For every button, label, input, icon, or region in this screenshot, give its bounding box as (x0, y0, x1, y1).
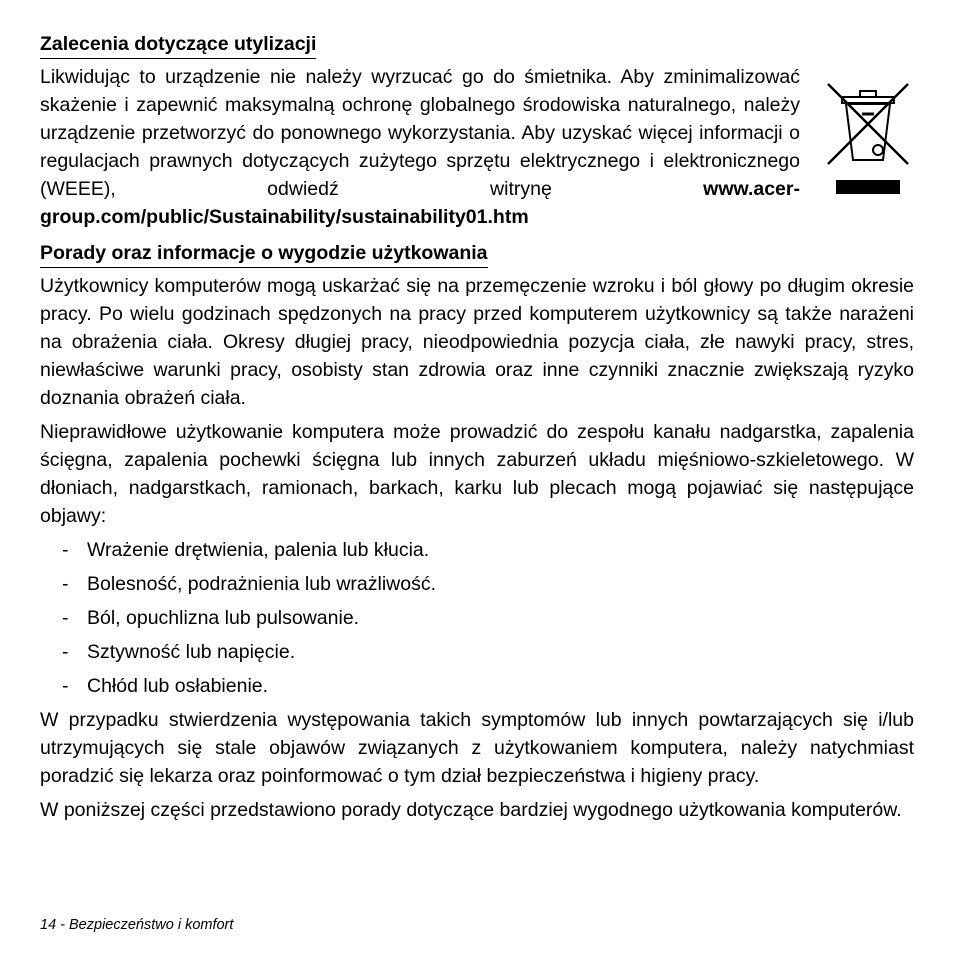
bullet-marker: - (62, 641, 69, 663)
comfort-section (40, 239, 914, 824)
list-item-text: Bolesność, podrażnienia lub wrażliwość. (87, 573, 437, 595)
list-item (40, 536, 914, 564)
document-page (40, 30, 914, 830)
comfort-paragraph-3: W przypadku stwierdzenia występowania takich symptomów lub innych powtarzających się i/lub utrzymujących się stale objawów związanych z użytkowaniem komputera, należy natychmiast poradzić się lekarza oraz poinformować o tym dział bezpieczeństwa i higieny pracy. (40, 709, 914, 787)
comfort-paragraph-4: W poniższej części przedstawiono porady dotyczące bardziej wygodnego użytkowania komputerów. (40, 799, 902, 821)
list-item-text: Wrażenie drętwienia, palenia lub kłucia. (87, 539, 430, 561)
weee-crossed-bin-icon (826, 82, 910, 198)
list-item (40, 604, 914, 632)
bullet-marker: - (62, 607, 69, 629)
list-item (40, 638, 914, 666)
disposal-heading: Zalecenia dotyczące utylizacji (40, 30, 316, 59)
comfort-paragraph-2: Nieprawidłowe użytkowanie komputera może prowadzić do zespołu kanału nadgarstka, zapalenia ścięgna, zapalenia pochewki ścięgna lub innych zaburzeń układu mięśniowo-szkieletowego. W dłoniach, nadgarstkach, ramionach, barkach, karku lub plecach mogą pojawiać się następujące objawy: (40, 421, 914, 527)
list-item-text: Chłód lub osłabienie. (87, 675, 269, 697)
comfort-heading: Porady oraz informacje o wygodzie użytkowania (40, 239, 488, 268)
list-item (40, 672, 914, 700)
list-item-text: Ból, opuchlizna lub pulsowanie. (87, 607, 360, 629)
bullet-marker: - (62, 539, 69, 561)
page-footer: 14 - Bezpieczeństwo i komfort (40, 917, 234, 933)
bullet-marker: - (62, 675, 69, 697)
disposal-text: Likwidując to urządzenie nie należy wyrzucać go do śmietnika. Aby zminimalizować skażenie i zapewnić maksymalną ochronę globalnego środowiska naturalnego, należy urządzenie przetworzyć do ponownego wykorzystania. Aby uzyskać więcej informacji o regulacjach prawnych dotyczących zużytego sprzętu elektrycznego i elektronicznego (WEEE), odwiedź witrynę (40, 66, 800, 200)
disposal-section (40, 30, 914, 231)
bullet-marker: - (62, 573, 69, 595)
symptoms-list (40, 536, 914, 700)
disposal-paragraph (40, 63, 800, 231)
list-item-text: Sztywność lub napięcie. (87, 641, 296, 663)
list-item (40, 570, 914, 598)
comfort-paragraph-1: Użytkownicy komputerów mogą uskarżać się na przemęczenie wzroku i ból głowy po długim okresie pracy. Po wielu godzinach spędzonych na pracy przed komputerem użytkownicy są także narażeni na obrażenia ciała. Okresy długiej pracy, nieodpowiednia pozycja ciała, złe nawyki pracy, stres, niewłaściwe warunki pracy, osobisty stan zdrowia oraz inne czynniki znacznie zwiększają ryzyko doznania obrażeń ciała. (40, 275, 914, 409)
sustainability-link[interactable]: www.acer-group.com/public/Sustainability/sustainability01.htm (40, 178, 800, 228)
